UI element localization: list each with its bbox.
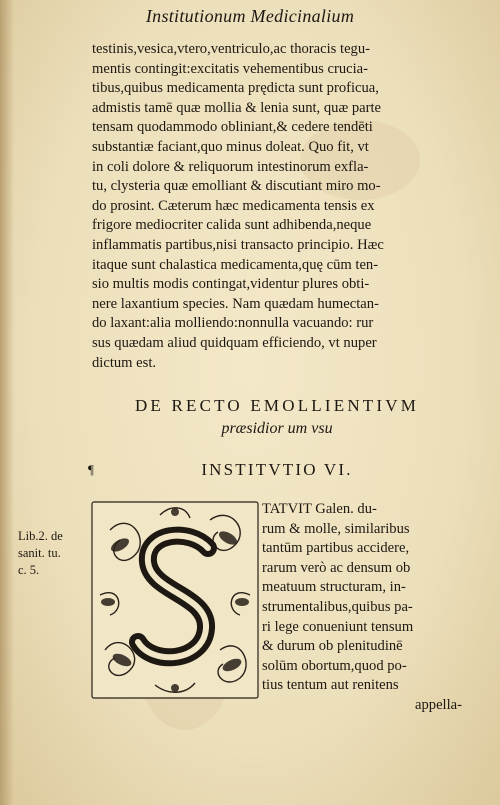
text-line: & durum ob plenitudinē: [262, 638, 403, 655]
text-line: tu, clysteria quæ emolliant & discutiant miro mo-: [92, 178, 381, 195]
text-line: sio multis modis contingat,videntur plures obti-: [92, 276, 370, 293]
pilcrow-mark: ¶: [88, 462, 94, 477]
drop-cap-text: [262, 500, 462, 716]
body-text: [92, 40, 462, 373]
text-line: frigore mediocriter calida sunt adhibenda,neque: [92, 217, 372, 234]
text-line: tibus,quibus medicamenta prędicta sunt proficua,: [92, 80, 379, 97]
section-title: INSTITVTIO VI.: [201, 460, 353, 479]
section-subheading: præsidior um vsu: [221, 420, 333, 437]
text-line: substantiæ faciant,quo minus doleat. Quo fit, vt: [92, 138, 369, 155]
text-line: itaque sunt chalastica medicamenta,quę cūm ten-: [92, 256, 379, 273]
decorated-initial-s: [90, 500, 260, 700]
margin-note: [18, 528, 88, 579]
text-line: tensam quodammodo obliniant,& cedere tendēti: [92, 119, 373, 136]
text-line: tius tentum aut renitens: [262, 677, 399, 694]
text-line: in coli dolore & reliquorum intestinorum exfla-: [92, 158, 369, 175]
text-line: tantūm partibus accidere,: [262, 540, 410, 557]
margin-note-line: sanit. tu.: [18, 546, 61, 560]
text-line: strumentalibus,quibus pa-: [262, 598, 413, 615]
text-line: do laxant:alia molliendo:nonnulla vacuando: rur: [92, 315, 374, 332]
text-line: solūm obortum,quod po-: [262, 657, 407, 674]
margin-note-line: Lib.2. de: [18, 529, 63, 543]
floral-initial-image: [90, 500, 260, 700]
text-line: rum & molle, similaribus: [262, 520, 410, 537]
text-line: ri lege conueniunt tensum: [262, 618, 414, 635]
text-line: dictum est.: [92, 354, 157, 371]
running-head: Institutionum Medicinalium: [145, 6, 355, 26]
text-line: meatuum structuram, in-: [262, 579, 406, 596]
text-line: TATVIT Galen. du-: [262, 501, 377, 517]
text-line: appella-: [415, 696, 462, 713]
text-line: inflammatis partibus,nisi transacto principio. Hæc: [92, 236, 384, 253]
margin-note-line: c. 5.: [18, 563, 40, 577]
text-line: admistis tamē quæ mollia & lenia sunt, quæ parte: [92, 99, 381, 116]
text-line: sus quædam aliud quidquam efficiendo, vt nuper: [92, 334, 377, 351]
text-line: rarum verò ac densum ob: [262, 559, 411, 576]
text-line: nere laxantium species. Nam quædam humectan-: [92, 295, 379, 312]
text-line: mentis contingit:excitatis vehementibus crucia-: [92, 60, 368, 77]
text-line: do prosint. Cæterum hæc medicamenta tensis ex: [92, 197, 375, 214]
text-line: testinis,vesica,vtero,ventriculo,ac thoracis tegu-: [92, 41, 370, 57]
section-heading: DE RECTO EMOLLIENTIVM: [134, 396, 420, 415]
